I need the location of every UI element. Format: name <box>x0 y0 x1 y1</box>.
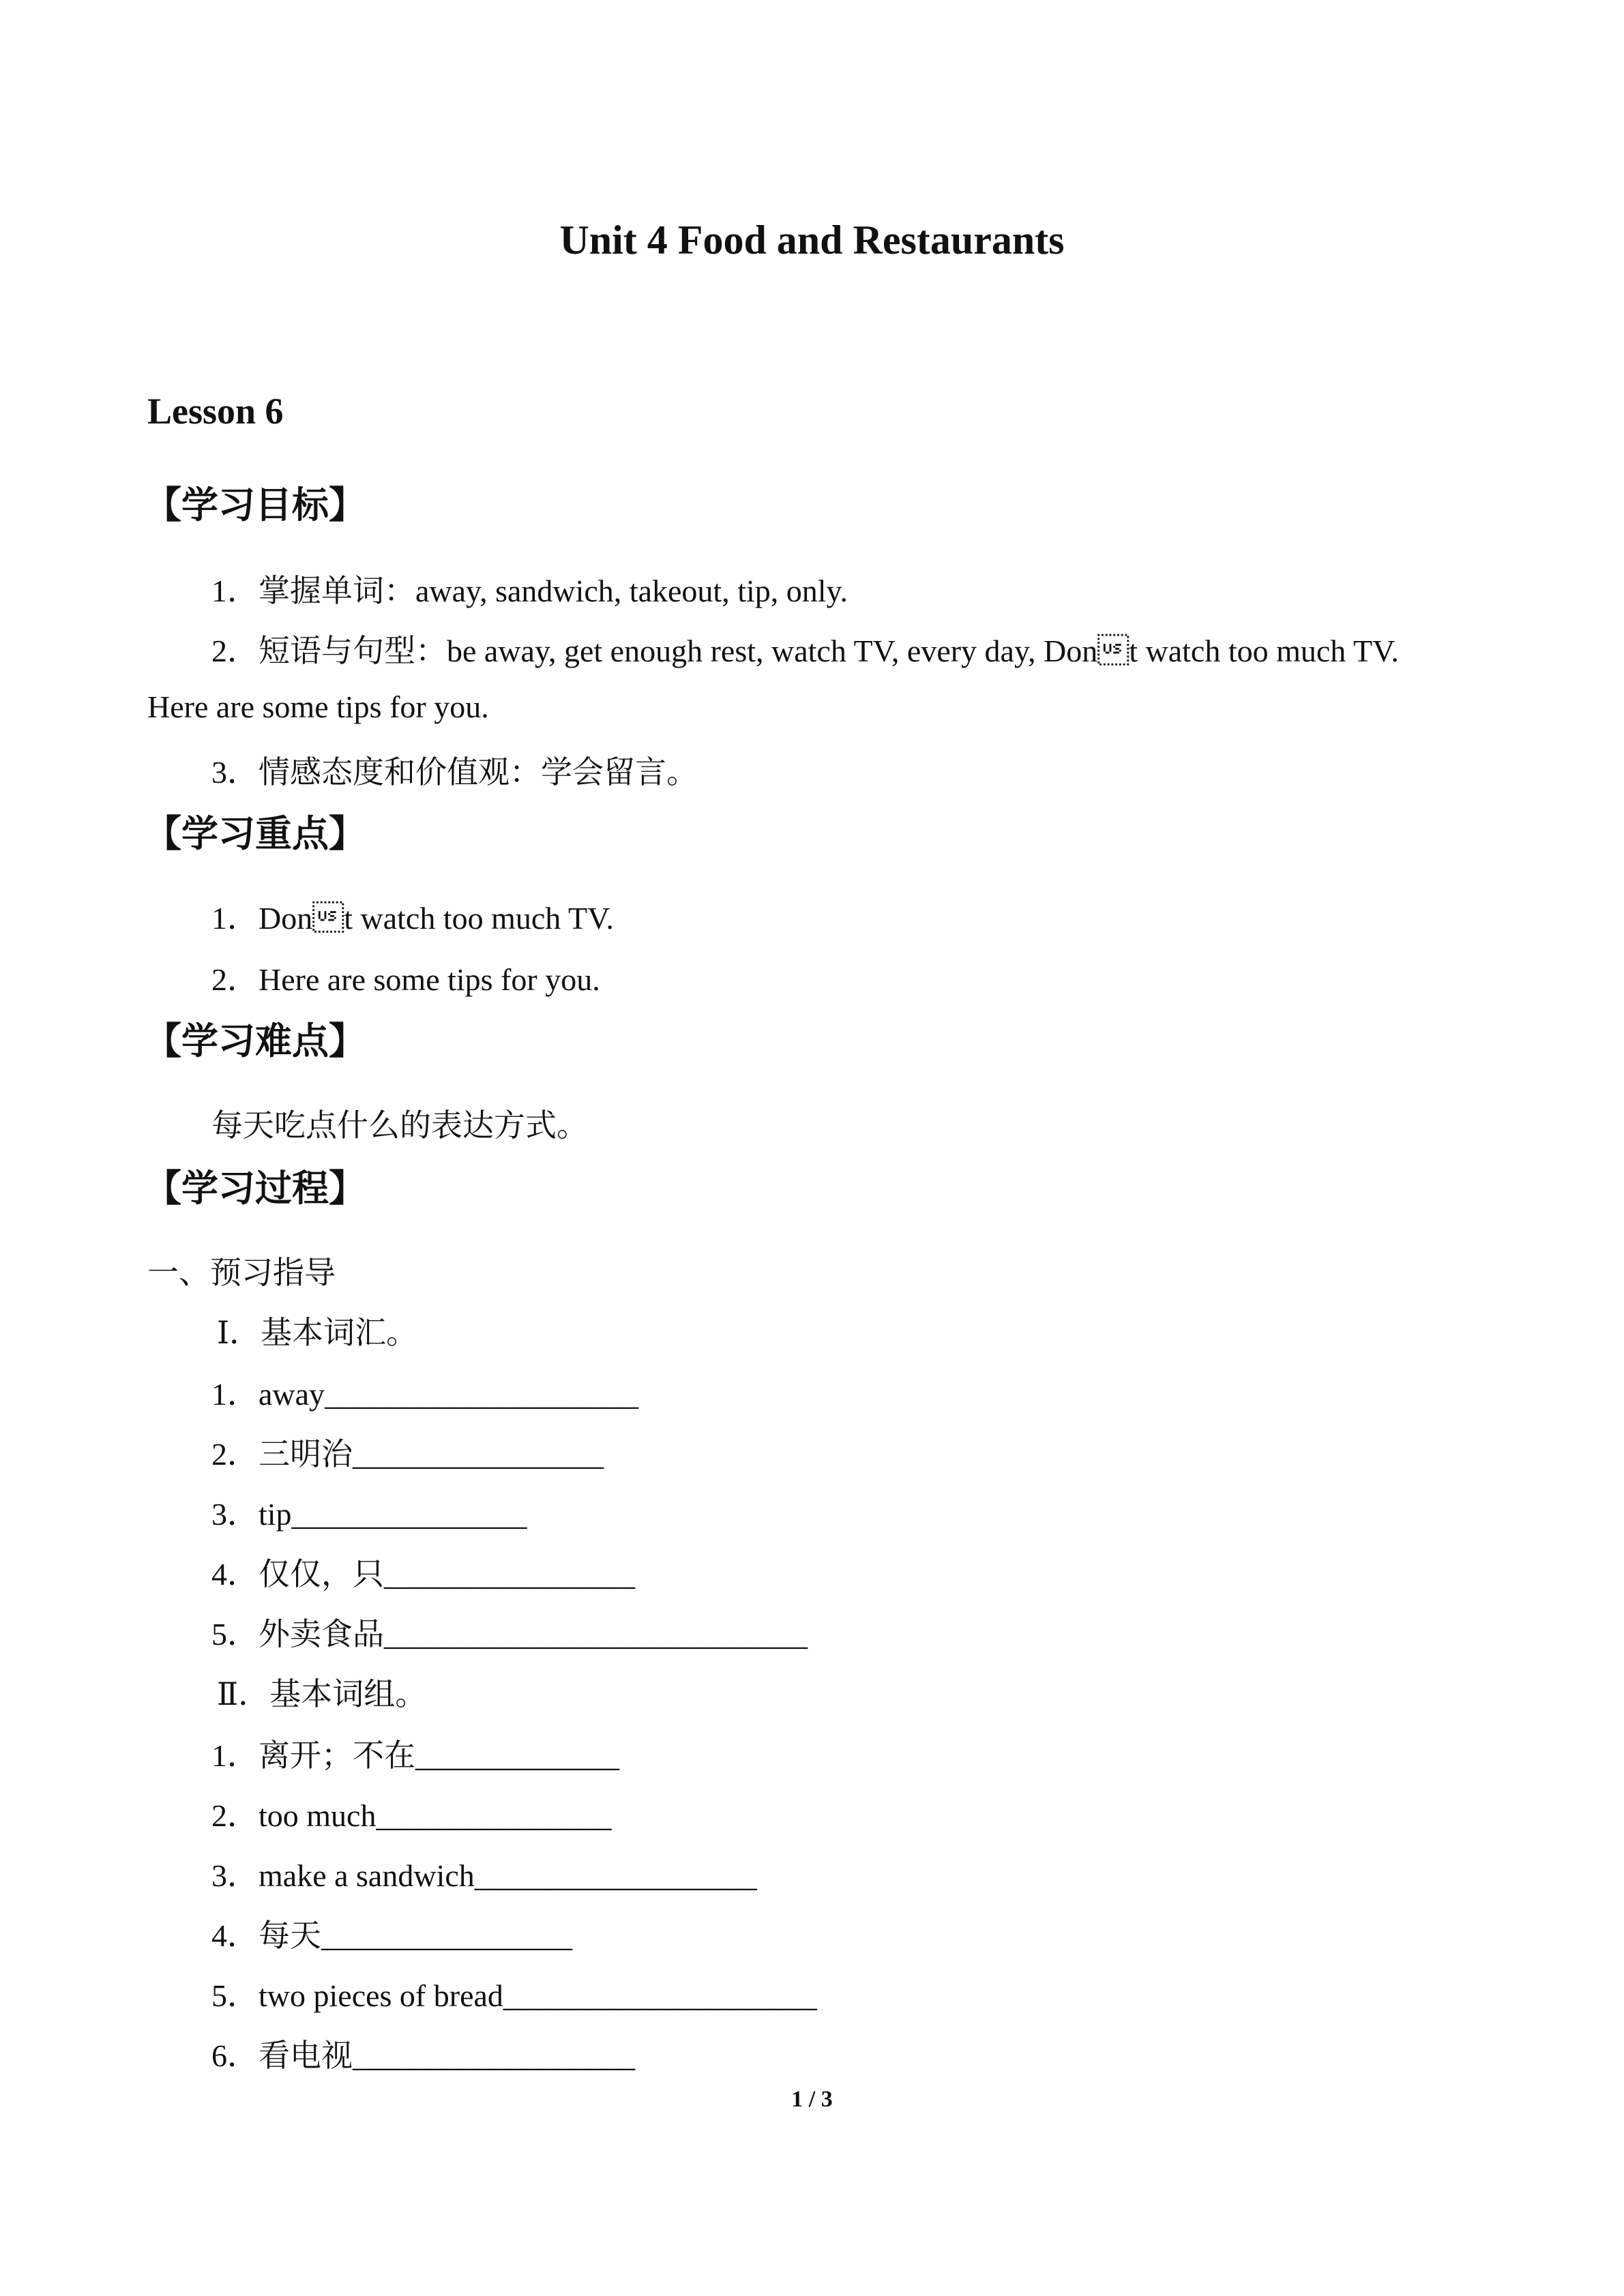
process-part-1: 一、预习指导 <box>147 1255 336 1290</box>
page-title: Unit 4 Food and Restaurants <box>559 218 1065 263</box>
difficulties-text: 每天吃点什么的表达方式。 <box>211 1108 588 1143</box>
vocab-item-4: 4．仅仅，只________________ <box>211 1557 635 1592</box>
phrase-item-3: 3．make a sandwich__________________ <box>211 1858 757 1893</box>
lesson-heading: Lesson 6 <box>147 391 284 432</box>
key-points-heading: 【学习重点】 <box>145 812 366 855</box>
phrase-item-1: 1．离开；不在_____________ <box>211 1738 619 1773</box>
phrase-item-2: 2．too much_______________ <box>211 1798 612 1833</box>
key-point-item-2: 2．Here are some tips for you. <box>211 962 600 997</box>
phrase-item-6: 6．看电视__________________ <box>211 2038 635 2073</box>
page-number: 1 / 3 <box>791 2087 833 2112</box>
phrase-heading: Ⅱ．基本词组。 <box>217 1677 427 1712</box>
goal-item-3: 3．情感态度和价值观：学会留言。 <box>211 755 698 790</box>
vocab-item-5: 5．外卖食品___________________________ <box>211 1617 808 1652</box>
vocab-item-1: 1．away____________________ <box>211 1377 639 1412</box>
goal-item-2: 2．短语与句型：be away, get enough rest, watch TV, every day, Don t watch too much TV. <box>211 633 1399 668</box>
phrase-item-5: 5．two pieces of bread____________________ <box>211 1978 817 2013</box>
key-point-item-1: 1．Don t watch too much TV. <box>211 901 614 936</box>
goal-item-1: 1．掌握单词：away, sandwich, takeout, tip, only. <box>211 573 848 608</box>
goals-heading: 【学习目标】 <box>145 483 366 526</box>
vocab-item-3: 3．tip_______________ <box>211 1497 527 1532</box>
process-heading: 【学习过程】 <box>145 1167 366 1210</box>
phrase-item-4: 4．每天________________ <box>211 1918 572 1953</box>
difficulties-heading: 【学习难点】 <box>145 1019 366 1062</box>
vocab-heading: Ⅰ．基本词汇。 <box>217 1315 418 1350</box>
goal-item-2-continued: Here are some tips for you. <box>147 689 489 724</box>
vocab-item-2: 2．三明治________________ <box>211 1437 604 1472</box>
